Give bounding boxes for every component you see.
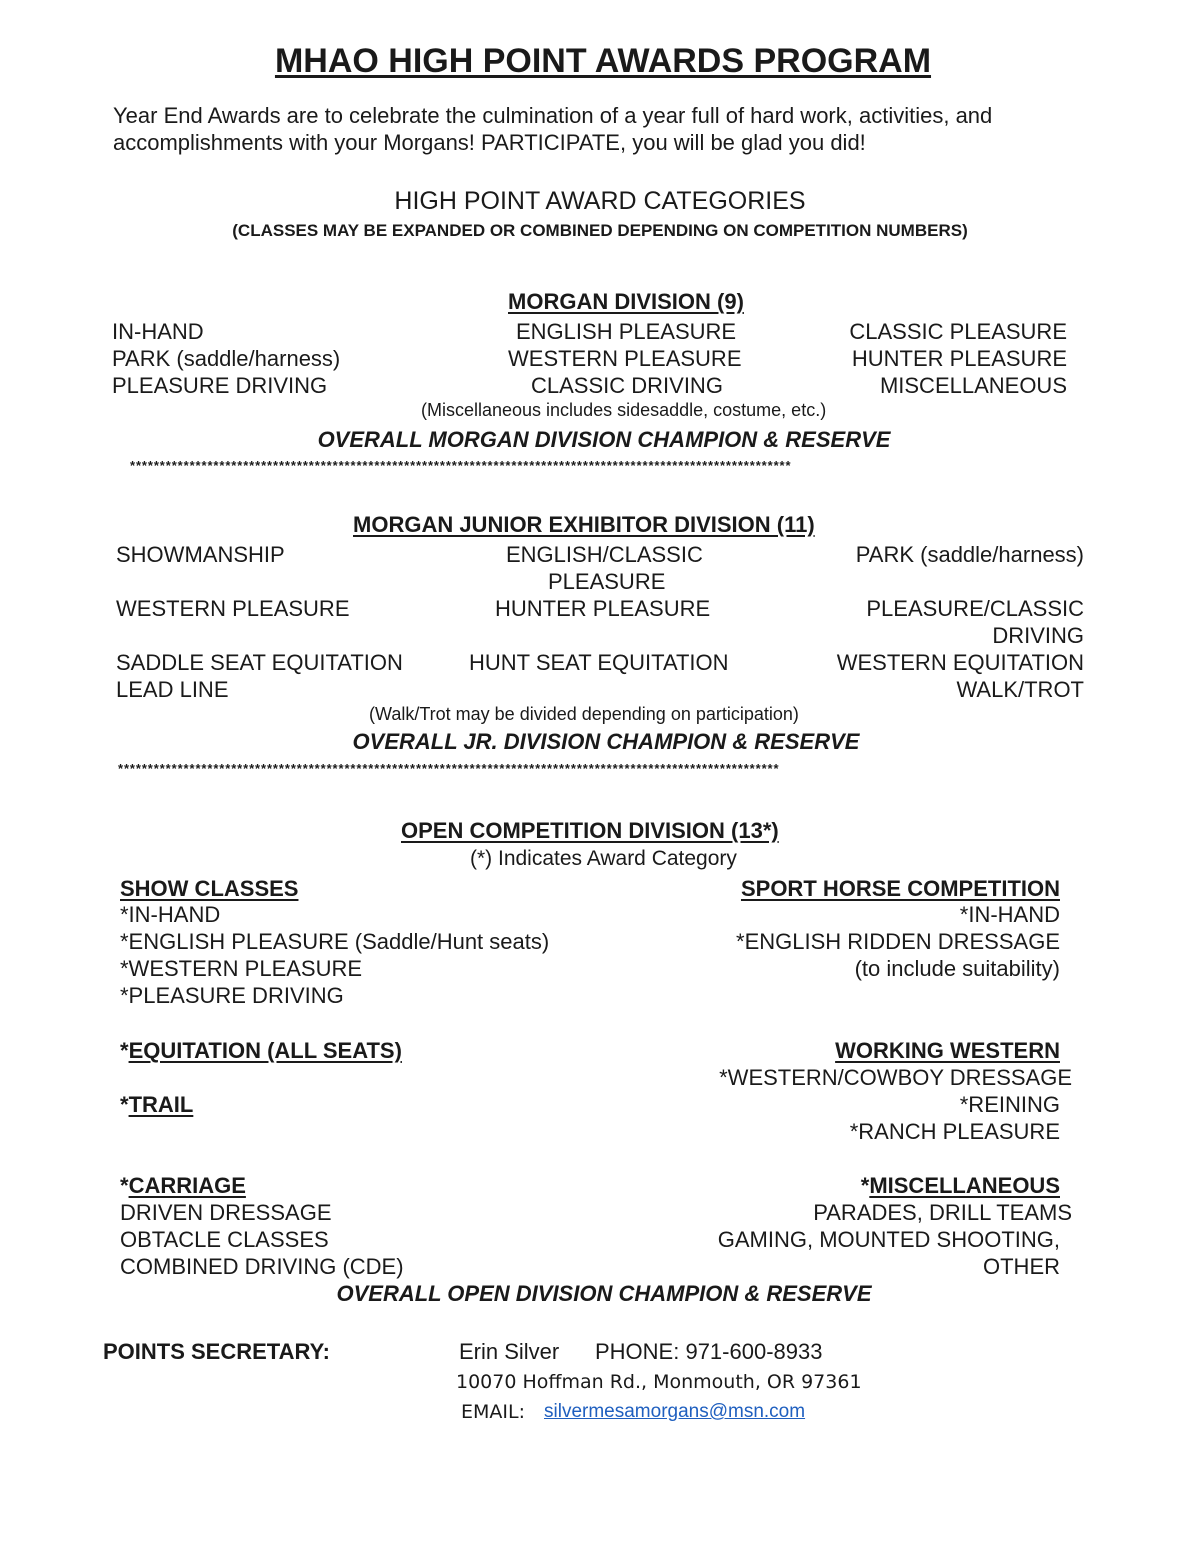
open-division-note: (*) Indicates Award Category: [470, 847, 737, 870]
categories-note: (CLASSES MAY BE EXPANDED OR COMBINED DEPENDING ON COMPETITION NUMBERS): [232, 221, 968, 240]
carriage-item: DRIVEN DRESSAGE: [120, 1200, 332, 1225]
morgan-item: PARK (saddle/harness): [112, 346, 341, 371]
carriage-heading: *CARRIAGE: [120, 1173, 246, 1198]
junior-item-continued: DRIVING: [992, 623, 1084, 648]
junior-item: HUNTER PLEASURE: [495, 596, 711, 621]
morgan-division-note: (Miscellaneous includes sidesaddle, costume, etc.): [421, 400, 827, 420]
morgan-division-heading: MORGAN DIVISION (9): [508, 289, 744, 314]
star-divider: ***************************************************************************************************************: [130, 458, 792, 473]
sport-horse-heading: SPORT HORSE COMPETITION: [740, 876, 1060, 901]
sport-horse-item: *IN-HAND: [959, 902, 1060, 927]
junior-item: LEAD LINE: [116, 677, 229, 702]
trail-heading: *TRAIL: [120, 1092, 194, 1117]
show-class-item: *ENGLISH PLEASURE (Saddle/Hunt seats): [120, 929, 550, 954]
show-classes-heading: SHOW CLASSES: [120, 876, 299, 901]
junior-item: WESTERN PLEASURE: [116, 596, 350, 621]
morgan-item: PLEASURE DRIVING: [112, 373, 328, 398]
secretary-phone: PHONE: 971-600-8933: [595, 1339, 823, 1364]
morgan-item: CLASSIC PLEASURE: [849, 319, 1067, 344]
intro-line-1: Year End Awards are to celebrate the culmination of a year full of hard work, activities, and: [113, 103, 993, 128]
secretary-email-label: EMAIL:: [461, 1401, 525, 1423]
junior-overall-award: OVERALL JR. DIVISION CHAMPION & RESERVE: [352, 729, 860, 754]
secretary-email-link[interactable]: silvermesamorgans@msn.com: [544, 1401, 806, 1422]
junior-division-heading: MORGAN JUNIOR EXHIBITOR DIVISION (11): [353, 512, 815, 537]
sport-horse-item: *ENGLISH RIDDEN DRESSAGE: [736, 929, 1060, 954]
junior-item-continued: PLEASURE: [548, 569, 666, 594]
categories-heading: HIGH POINT AWARD CATEGORIES: [394, 187, 806, 215]
morgan-item: IN-HAND: [112, 319, 204, 344]
open-division-heading: OPEN COMPETITION DIVISION (13*): [401, 818, 779, 843]
junior-item: HUNT SEAT EQUITATION: [469, 650, 729, 675]
points-secretary-label: POINTS SECRETARY:: [103, 1339, 330, 1364]
carriage-item: OBTACLE CLASSES: [120, 1227, 329, 1252]
equitation-label: EQUITATION (ALL SEATS): [128, 1038, 402, 1063]
junior-item: ENGLISH/CLASSIC: [506, 542, 703, 567]
star-divider: ***************************************************************************************************************: [118, 761, 780, 776]
working-western-item: *RANCH PLEASURE: [849, 1119, 1060, 1144]
morgan-item: ENGLISH PLEASURE: [516, 319, 737, 344]
intro-line-2: accomplishments with your Morgans! PARTICIPATE, you will be glad you did!: [113, 130, 866, 155]
carriage-label: CARRIAGE: [128, 1173, 246, 1198]
secretary-name: Erin Silver: [459, 1339, 560, 1364]
show-class-item: *IN-HAND: [120, 902, 221, 927]
morgan-item: WESTERN PLEASURE: [508, 346, 742, 371]
open-overall-award: OVERALL OPEN DIVISION CHAMPION & RESERVE: [336, 1281, 872, 1306]
trail-label: TRAIL: [128, 1092, 194, 1117]
junior-item: PLEASURE/CLASSIC: [866, 596, 1084, 621]
working-western-item: *REINING: [959, 1092, 1060, 1117]
junior-item: PARK (saddle/harness): [855, 542, 1084, 567]
page-title: MHAO HIGH POINT AWARDS PROGRAM: [274, 42, 932, 80]
equitation-heading: *EQUITATION (ALL SEATS): [120, 1038, 402, 1063]
morgan-item: HUNTER PLEASURE: [851, 346, 1067, 371]
junior-item: SHOWMANSHIP: [116, 542, 285, 567]
secretary-address: 10070 Hoffman Rd., Monmouth, OR 97361: [456, 1371, 862, 1393]
junior-item: SADDLE SEAT EQUITATION: [116, 650, 403, 675]
working-western-item: *WESTERN/COWBOY DRESSAGE: [719, 1065, 1072, 1090]
junior-division-note: (Walk/Trot may be divided depending on participation): [369, 704, 799, 724]
show-class-item: *PLEASURE DRIVING: [120, 983, 344, 1008]
junior-item: WESTERN EQUITATION: [836, 650, 1084, 675]
miscellaneous-label: MISCELLANEOUS: [869, 1173, 1060, 1198]
morgan-overall-award: OVERALL MORGAN DIVISION CHAMPION & RESERVE: [317, 427, 891, 452]
working-western-heading: WORKING WESTERN: [835, 1038, 1060, 1063]
miscellaneous-heading: *MISCELLANEOUS: [860, 1173, 1060, 1198]
miscellaneous-item: OTHER: [983, 1254, 1060, 1279]
show-class-item: *WESTERN PLEASURE: [120, 956, 363, 981]
carriage-item: COMBINED DRIVING (CDE): [120, 1254, 404, 1279]
sport-horse-item: (to include suitability): [854, 956, 1060, 981]
miscellaneous-item: PARADES, DRILL TEAMS: [813, 1200, 1072, 1225]
junior-item: WALK/TROT: [956, 677, 1084, 702]
miscellaneous-item: GAMING, MOUNTED SHOOTING,: [717, 1227, 1060, 1252]
morgan-item: CLASSIC DRIVING: [531, 373, 723, 398]
morgan-item: MISCELLANEOUS: [879, 373, 1067, 398]
